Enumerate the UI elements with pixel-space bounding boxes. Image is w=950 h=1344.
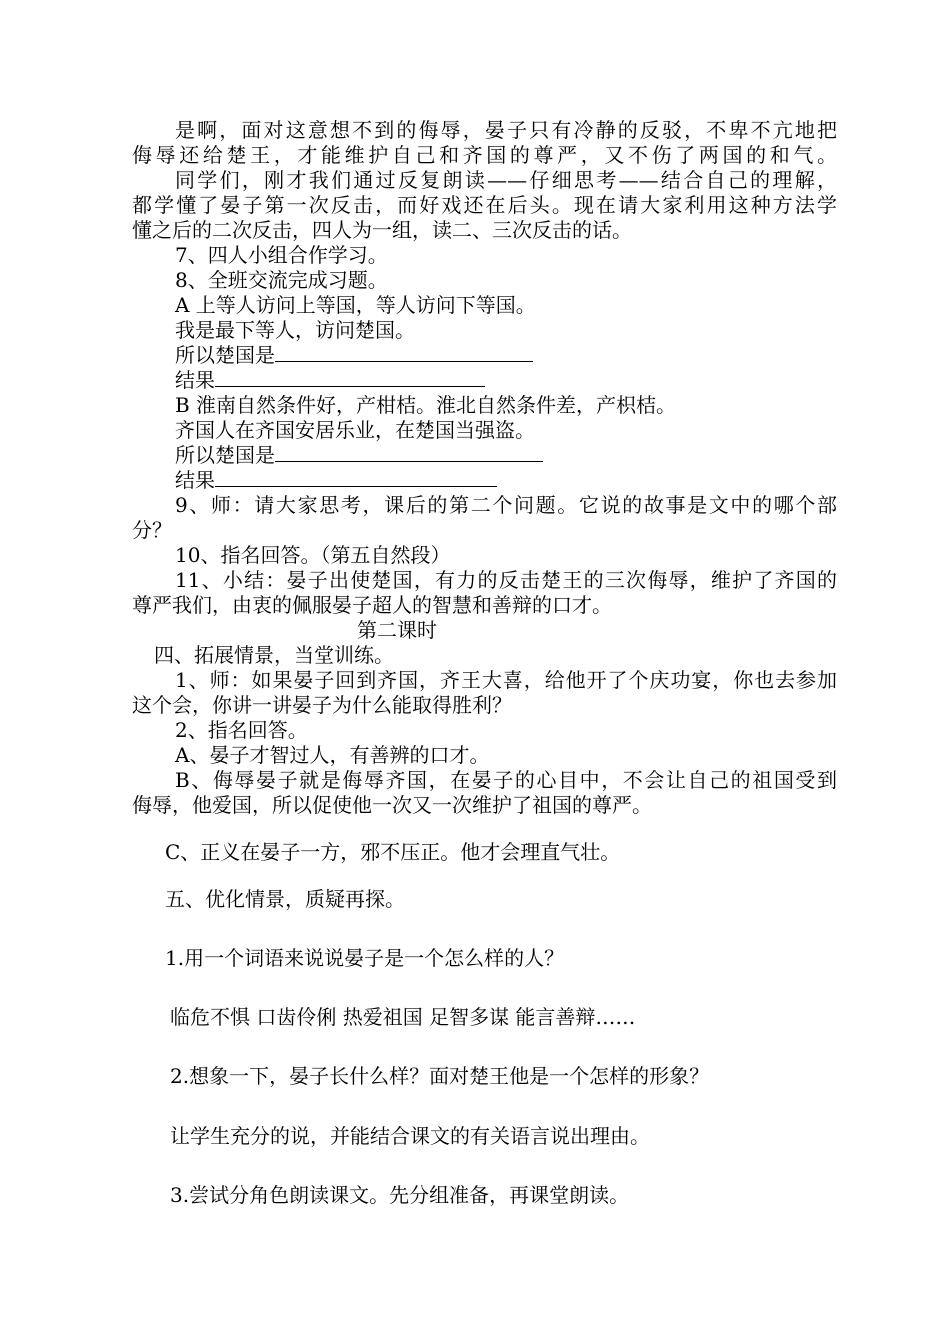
list-item: 10、指名回答。（第五自然段） — [175, 543, 451, 567]
question-item: 2.想象一下，晏子长什么样？面对楚王他是一个怎样的形象？ — [170, 1064, 710, 1088]
list-item: 2、指名回答。 — [175, 718, 308, 742]
paragraph-line: 侮辱还给楚王，才能维护自己和齐国的尊严，又不伤了两国的和气。 — [132, 143, 837, 167]
list-item: 11、小结：晏子出使楚国，有力的反击楚王的三次侮辱，维护了齐国的 — [175, 568, 837, 592]
question-item: 1.用一个词语来说说晏子是一个怎么样的人？ — [165, 946, 565, 970]
paragraph-line: 懂之后的二次反击，四人为一组，读二、三次反击的话。 — [132, 218, 632, 242]
fill-in-line — [175, 468, 497, 492]
paragraph-line: 是啊，面对这意想不到的侮辱，晏子只有冷静的反驳，不卑不亢地把 — [175, 118, 837, 142]
fill-in-line — [175, 368, 485, 392]
list-item: 8、全班交流完成习题。 — [175, 268, 388, 292]
fill-in-line — [175, 343, 533, 367]
paragraph-line: 同学们，刚才我们通过反复朗读——仔细思考——结合自己的理解， — [175, 168, 837, 192]
paragraph-line: 分？ — [132, 518, 172, 542]
fill-in-prompt: 所以楚国是 — [175, 443, 275, 467]
exercise-line: 我是最下等人，访问楚国。 — [175, 318, 415, 342]
paragraph-line: 这个会，你讲一讲晏子为什么能取得胜利？ — [132, 693, 512, 717]
section-heading: 四、拓展情景，当堂训练。 — [154, 643, 394, 667]
paragraph-line: 让学生充分的说，并能结合课文的有关语言说出理由。 — [170, 1124, 650, 1148]
list-item: 7、四人小组合作学习。 — [175, 243, 388, 267]
word-list: 临危不惧 口齿伶俐 热爱祖国 足智多谋 能言善辩…… — [170, 1005, 636, 1029]
exercise-line: 齐国人在齐国安居乐业，在楚国当强盗。 — [175, 418, 535, 442]
answer-blank[interactable] — [215, 468, 497, 487]
exercise-line: A 上等人访问上等国，等人访问下等国。 — [175, 293, 536, 317]
paragraph-line: 都学懂了晏子第一次反击，而好戏还在后头。现在请大家利用这种方法学 — [132, 193, 837, 217]
question-item: 3.尝试分角色朗读课文。先分组准备，再课堂朗读。 — [170, 1183, 630, 1207]
paragraph-line: 尊严我们，由衷的佩服晏子超人的智慧和善辩的口才。 — [132, 593, 612, 617]
fill-in-prompt: 结果 — [175, 368, 215, 392]
section-heading: 第二课时 — [357, 618, 437, 642]
answer-blank[interactable] — [275, 443, 543, 462]
paragraph-line: 侮辱，他爱国，所以促使他一次又一次维护了祖国的尊严。 — [132, 793, 652, 817]
list-item: 9、师：请大家思考，课后的第二个问题。它说的故事是文中的哪个部 — [175, 493, 837, 517]
fill-in-prompt: 结果 — [175, 468, 215, 492]
fill-in-line — [175, 443, 543, 467]
answer-blank[interactable] — [275, 343, 533, 362]
fill-in-prompt: 所以楚国是 — [175, 343, 275, 367]
section-heading: 五、优化情景，质疑再探。 — [165, 887, 405, 911]
answer-blank[interactable] — [215, 368, 485, 387]
list-item: 1、师：如果晏子回到齐国，齐王大喜，给他开了个庆功宴，你也去参加 — [175, 668, 837, 692]
exercise-line: B 淮南自然条件好，产柑桔。淮北自然条件差，产枳桔。 — [175, 393, 677, 417]
answer-item: C、正义在晏子一方，邪不压正。他才会理直气壮。 — [165, 840, 621, 864]
answer-item: B、侮辱晏子就是侮辱齐国，在晏子的心目中，不会让自己的祖国受到 — [175, 768, 837, 792]
answer-item: A、晏子才智过人，有善辨的口才。 — [175, 743, 490, 767]
